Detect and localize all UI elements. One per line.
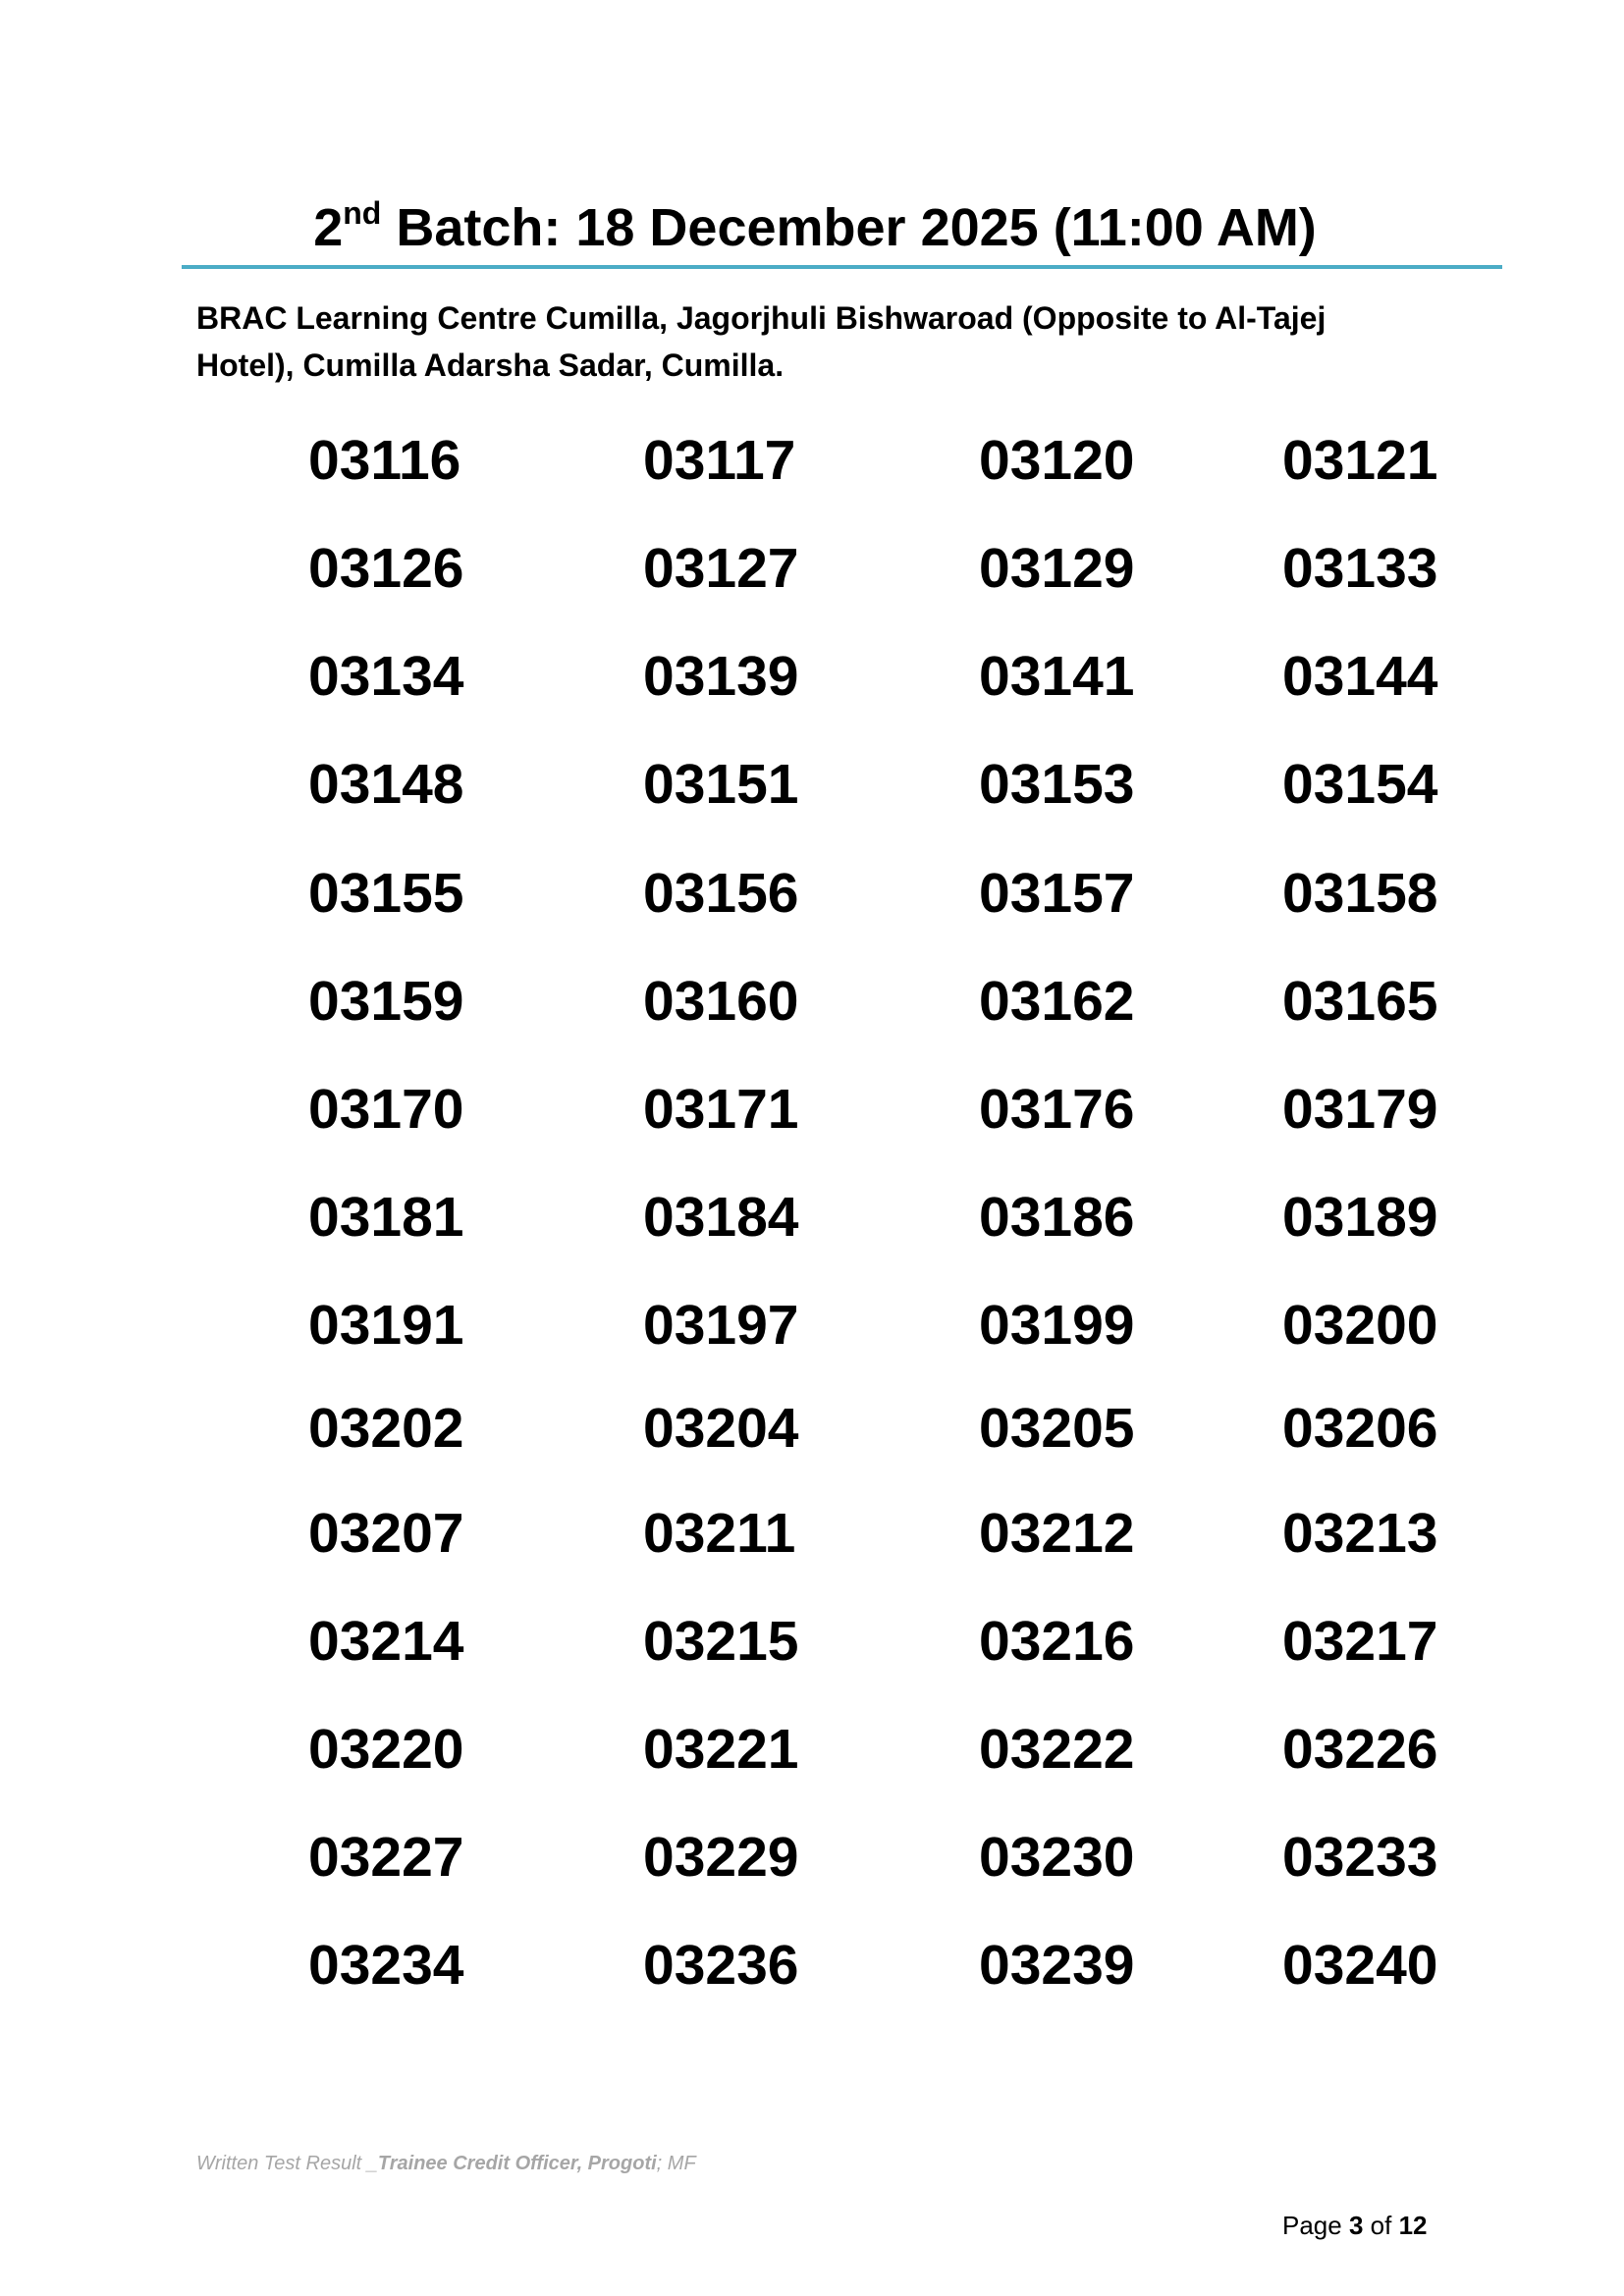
roll-number: 03133	[1282, 537, 1438, 600]
page-number	[1282, 2211, 1427, 2241]
footer-note-prefix: Written Test Result _	[196, 2153, 378, 2174]
roll-number-row	[0, 1394, 1624, 1463]
roll-number-row	[0, 1823, 1624, 1892]
roll-number: 03204	[643, 1397, 799, 1460]
roll-number: 03171	[643, 1078, 799, 1141]
roll-number: 03202	[308, 1397, 464, 1460]
roll-number: 03144	[1282, 645, 1438, 708]
roll-number: 03211	[643, 1502, 796, 1565]
roll-number: 03226	[1282, 1718, 1438, 1781]
roll-number: 03221	[643, 1718, 799, 1781]
roll-number: 03216	[979, 1610, 1135, 1673]
roll-number: 03220	[308, 1718, 464, 1781]
page-label: Page	[1282, 2211, 1349, 2240]
roll-number-row	[0, 1607, 1624, 1676]
roll-number-row	[0, 426, 1624, 495]
roll-number: 03127	[643, 537, 799, 600]
roll-number: 03139	[643, 645, 799, 708]
roll-number: 03197	[643, 1294, 799, 1357]
footer-note-position: Trainee Credit Officer, Progoti	[377, 2153, 657, 2174]
roll-number: 03213	[1282, 1502, 1438, 1565]
roll-number: 03181	[308, 1186, 464, 1249]
roll-number-row	[0, 642, 1624, 711]
roll-number-row	[0, 1183, 1624, 1252]
batch-title	[182, 192, 1448, 270]
batch-title-number: 2	[313, 198, 344, 257]
roll-number: 03200	[1282, 1294, 1438, 1357]
roll-number: 03233	[1282, 1826, 1438, 1889]
roll-number: 03117	[643, 429, 796, 492]
page-total: 12	[1398, 2211, 1428, 2240]
roll-number-row	[0, 1499, 1624, 1568]
roll-number: 03189	[1282, 1186, 1438, 1249]
roll-number: 03116	[308, 429, 461, 492]
roll-number: 03215	[643, 1610, 799, 1673]
roll-number: 03134	[308, 645, 464, 708]
roll-number: 03212	[979, 1502, 1135, 1565]
roll-number: 03176	[979, 1078, 1135, 1141]
roll-number: 03229	[643, 1826, 799, 1889]
roll-number: 03186	[979, 1186, 1135, 1249]
roll-number: 03230	[979, 1826, 1135, 1889]
roll-number: 03236	[643, 1934, 799, 1997]
roll-number: 03179	[1282, 1078, 1438, 1141]
page-current: 3	[1348, 2211, 1364, 2240]
roll-number: 03129	[979, 537, 1135, 600]
roll-number: 03154	[1282, 753, 1438, 816]
roll-number: 03170	[308, 1078, 464, 1141]
roll-number: 03159	[308, 970, 464, 1033]
batch-title-ordinal-suffix: nd	[343, 195, 382, 231]
roll-number: 03184	[643, 1186, 799, 1249]
roll-number: 03199	[979, 1294, 1135, 1357]
roll-number: 03207	[308, 1502, 464, 1565]
roll-number: 03240	[1282, 1934, 1438, 1997]
roll-number: 03121	[1282, 429, 1438, 492]
roll-number: 03158	[1282, 862, 1438, 925]
page-of: of	[1363, 2211, 1399, 2240]
roll-number: 03156	[643, 862, 799, 925]
roll-number: 03227	[308, 1826, 464, 1889]
roll-number: 03162	[979, 970, 1135, 1033]
roll-number: 03155	[308, 862, 464, 925]
roll-number: 03157	[979, 862, 1135, 925]
roll-number: 03205	[979, 1397, 1135, 1460]
roll-number: 03141	[979, 645, 1135, 708]
roll-number-row	[0, 750, 1624, 819]
roll-number: 03222	[979, 1718, 1135, 1781]
footer-note	[196, 2153, 696, 2175]
roll-number: 03234	[308, 1934, 464, 1997]
title-divider	[182, 265, 1502, 269]
roll-number-row	[0, 1075, 1624, 1144]
roll-number-row	[0, 534, 1624, 603]
roll-number: 03217	[1282, 1610, 1438, 1673]
roll-number: 03160	[643, 970, 799, 1033]
roll-number: 03148	[308, 753, 464, 816]
roll-number: 03239	[979, 1934, 1135, 1997]
roll-number-row	[0, 1931, 1624, 2000]
roll-number: 03153	[979, 753, 1135, 816]
roll-number-row	[0, 1715, 1624, 1784]
roll-number-row	[0, 1291, 1624, 1360]
roll-number-row	[0, 859, 1624, 928]
roll-number: 03151	[643, 753, 799, 816]
roll-number: 03214	[308, 1610, 464, 1673]
roll-number: 03165	[1282, 970, 1438, 1033]
roll-number: 03206	[1282, 1397, 1438, 1460]
roll-number: 03126	[308, 537, 464, 600]
venue-address: BRAC Learning Centre Cumilla, Jagorjhuli Bishwaroad (Opposite to Al-Tajej Hotel), Cumilla Adarsha Sadar, Cumilla.	[196, 300, 1326, 383]
roll-number-row	[0, 967, 1624, 1036]
footer-note-suffix: ; MF	[656, 2153, 696, 2174]
roll-number: 03120	[979, 429, 1135, 492]
roll-number: 03191	[308, 1294, 464, 1357]
batch-title-text: Batch: 18 December 2025 (11:00 AM)	[381, 198, 1317, 257]
